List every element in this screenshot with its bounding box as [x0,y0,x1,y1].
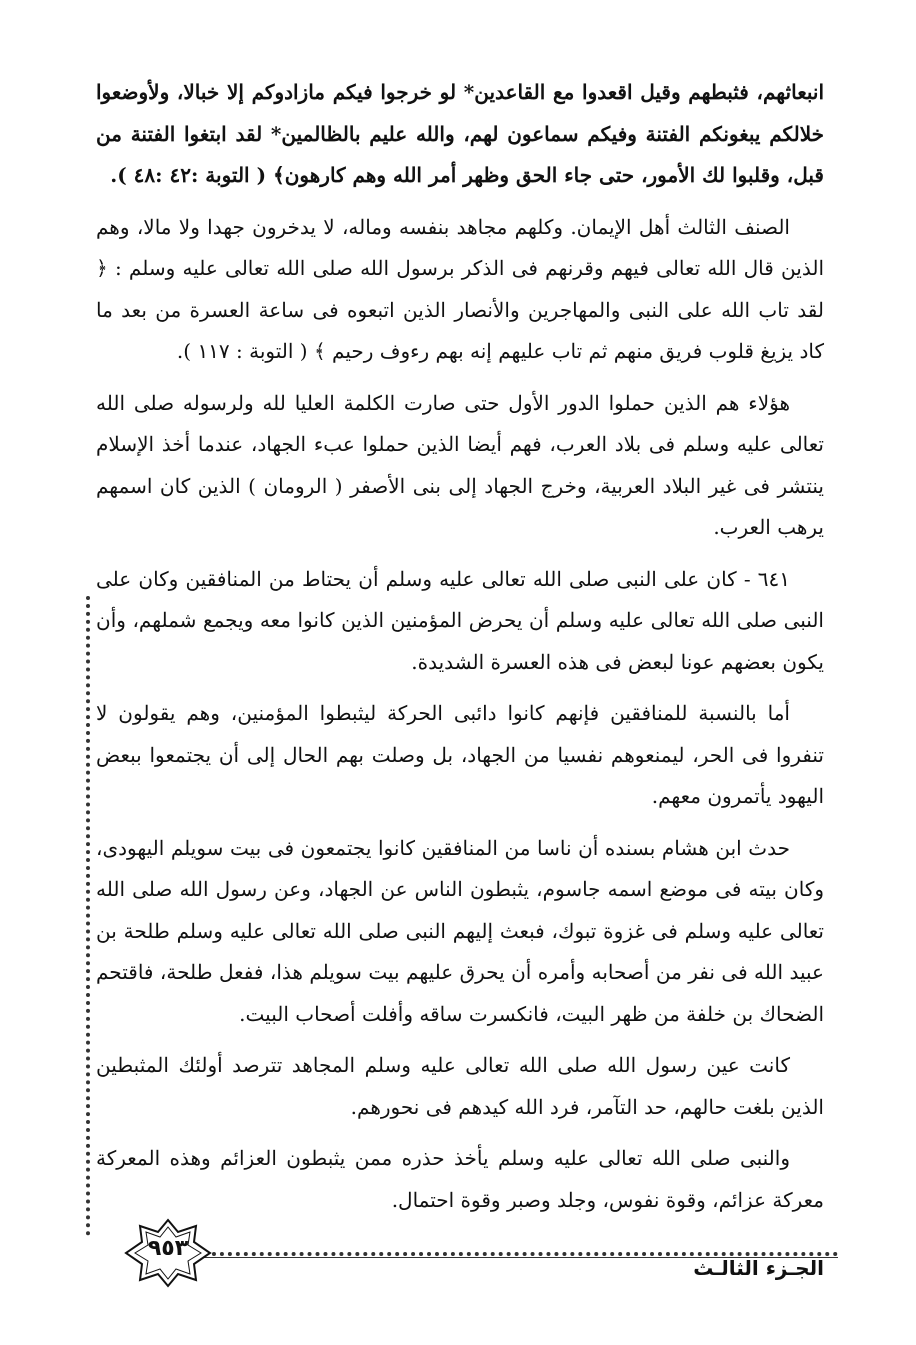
page-number: ٩٥٣ [147,1236,189,1261]
page-number-badge [124,1218,212,1288]
part-label: الجـزء الثالـث [693,1256,824,1280]
body-paragraph: والنبى صلى الله تعالى عليه وسلم يأخذ حذره ممن يثبطون العزائم وهذه المعركة معركة عزائم، وقوة نفوس، وجلد وصبر وقوة احتمال. [96,1146,824,1212]
quran-verse-paragraph: انبعاثهم، فثبطهم وقيل اقعدوا مع القاعدين* لو خرجوا فيكم مازادوكم إلا خبالا، ولأوضعوا خلالكم يبغونكم الفتنة وفيكم سماعون لهم، والله عليم بالظالمين* لقد ابتغوا الفتنة من قبل، وقلبوا لك الأمور، حتى جاء الحق وظهر أمر الله وهم كارهون﴾ ( التوبة :٤٢ :٤٨ ). [96,80,824,187]
body-paragraph: حدث ابن هشام بسنده أن ناسا من المنافقين كانوا يجتمعون فى بيت سويلم اليهودى، وكان بيته فى موضع اسمه جاسوم، يثبطون الناس عن الجهاد، وعن رسول الله صلى الله تعالى عليه وسلم فى غزوة تبوك، فبعث إليهم النبى صلى الله تعالى عليه وسلم طلحة بن عبيد الله فى نفر من أصحابه وأمره أن يحرق عليهم بيت سويلم هذا، ففعل طلحة، فاقتحم الضحاك بن خلفة من ظهر البيت، فانكسرت ساقه وأفلت أصحاب البيت. [96,835,824,1026]
body-paragraph: أما بالنسبة للمنافقين فإنهم كانوا دائبى الحركة ليثبطوا المؤمنين، وهم يقولون لا تنفروا فى الحر، ليمنعوهم نفسيا من الجهاد، بل وصلت بهم الحال إلى أن يجتمعوا ببعض اليهود يأتمرون معهم. [96,701,824,808]
body-paragraph: هؤلاء هم الذين حملوا الدور الأول حتى صارت الكلمة العليا لله ولرسوله صلى الله تعالى عليه وسلم فى بلاد العرب، فهم أيضا الذين حملوا عبء الجهاد، عندما أخذ الإسلام ينتشر فى غير البلاد العربية، وخرج الجهاد إلى بنى الأصفر ( الرومان ) الذين كان اسمهم يرهب العرب. [96,390,824,539]
body-paragraph: الصنف الثالث أهل الإيمان. وكلهم مجاهد بنفسه وماله، لا يدخرون جهدا ولا مالا، وهم الذين قال الله تعالى فيهم وقرنهم فى الذكر برسول الله صلى الله تعالى عليه وسلم : ﴿ لقد تاب الله على النبى والمهاجرين والأنصار الذين اتبعوه فى ساعة العسرة من بعد ما كاد يزيغ قلوب فريق منهم ثم تاب عليهم إنه بهم رءوف رحيم ﴾ ( التوبة : ١١٧ ). [96,214,824,363]
numbered-paragraph: ٦٤١ - كان على النبى صلى الله تعالى عليه وسلم أن يحتاط من المنافقين وكان على النبى صلى الله تعالى عليه وسلم أن يحرض المؤمنين الذين كانوا معه ويجمع شملهم، وأن يكون بعضهم عونا لبعض فى هذه العسرة الشديدة. [96,566,824,674]
margin-decorative-rule [86,596,90,1236]
page-body [96,72,824,1231]
body-paragraph: كانت عين رسول الله صلى الله تعالى عليه وسلم المجاهد تترصد أولئك المثبطين الذين بلغت حالهم، حد التآمر، فرد الله كيدهم فى نحورهم. [96,1053,824,1119]
page-footer [86,1216,838,1296]
